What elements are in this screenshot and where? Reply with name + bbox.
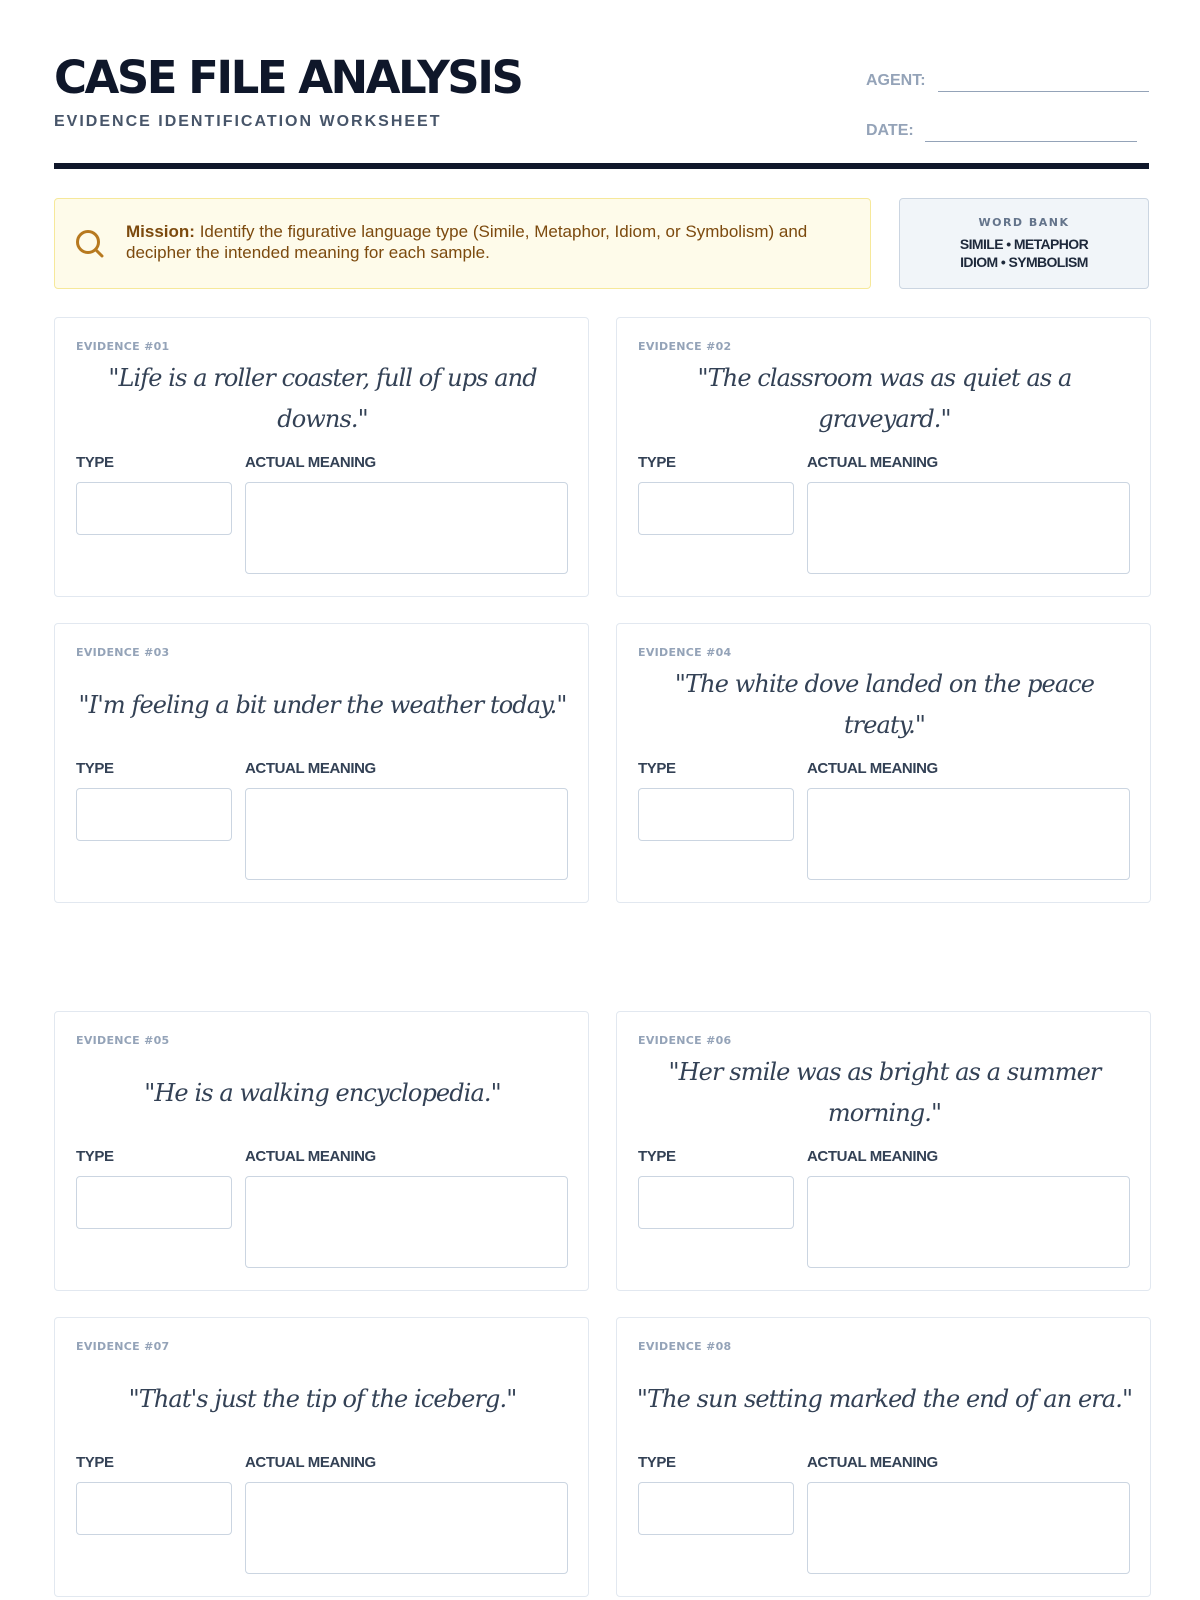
evidence-quote: "Her smile was as bright as a summer morning." (668, 1058, 1101, 1127)
evidence-label: EVIDENCE #06 (638, 1034, 732, 1047)
type-label: TYPE (76, 1148, 114, 1165)
evidence-label: EVIDENCE #07 (76, 1340, 170, 1353)
meaning-label: ACTUAL MEANING (807, 1454, 938, 1471)
type-answer-box[interactable] (638, 1176, 794, 1229)
meaning-label: ACTUAL MEANING (245, 454, 376, 471)
worksheet-subtitle: EVIDENCE IDENTIFICATION WORKSHEET (54, 113, 442, 130)
type-label: TYPE (638, 1148, 676, 1165)
evidence-label: EVIDENCE #08 (638, 1340, 732, 1353)
meaning-answer-box[interactable] (807, 482, 1130, 574)
mission-box (54, 198, 871, 289)
evidence-label: EVIDENCE #04 (638, 646, 732, 659)
evidence-quote: "The classroom was as quiet as a graveyard." (697, 364, 1072, 433)
worksheet-title: CASE FILE ANALYSIS (54, 51, 522, 104)
meaning-answer-box[interactable] (245, 482, 568, 574)
type-label: TYPE (638, 1454, 676, 1471)
evidence-quote: "That's just the tip of the iceberg." (128, 1384, 517, 1413)
meaning-label: ACTUAL MEANING (245, 1148, 376, 1165)
type-answer-box[interactable] (638, 1482, 794, 1535)
type-answer-box[interactable] (638, 482, 794, 535)
type-label: TYPE (76, 454, 114, 471)
word-bank (899, 198, 1149, 289)
meaning-answer-box[interactable] (245, 1176, 568, 1268)
type-label: TYPE (638, 454, 676, 471)
evidence-card (54, 1317, 589, 1597)
search-icon (73, 227, 107, 261)
meaning-answer-box[interactable] (245, 788, 568, 880)
date-label: DATE: (866, 122, 914, 139)
meaning-label: ACTUAL MEANING (807, 454, 938, 471)
type-answer-box[interactable] (76, 1482, 232, 1535)
evidence-label: EVIDENCE #03 (76, 646, 170, 659)
word-bank-line-1: SIMILE • METAPHOR (959, 236, 1089, 252)
meaning-label: ACTUAL MEANING (245, 1454, 376, 1471)
agent-label: AGENT: (866, 72, 926, 89)
evidence-card (54, 317, 589, 597)
evidence-quote: "I'm feeling a bit under the weather today." (78, 690, 567, 719)
word-bank-title: WORD BANK (978, 216, 1070, 229)
type-answer-box[interactable] (638, 788, 794, 841)
evidence-quote: "Life is a roller coaster, full of ups and downs." (108, 364, 537, 433)
meaning-label: ACTUAL MEANING (807, 760, 938, 777)
mission-body: Identify the figurative language type (Simile, Metaphor, Idiom, or Symbolism) and decipher the intended meaning for each sample. (126, 222, 808, 262)
header-rule (54, 163, 1149, 169)
evidence-card (616, 623, 1151, 903)
type-label: TYPE (76, 760, 114, 777)
evidence-label: EVIDENCE #02 (638, 340, 732, 353)
type-answer-box[interactable] (76, 1176, 232, 1229)
agent-field[interactable] (938, 91, 1149, 92)
mission-lead: Mission: (126, 222, 195, 241)
evidence-card (54, 1011, 589, 1291)
meaning-answer-box[interactable] (245, 1482, 568, 1574)
type-answer-box[interactable] (76, 788, 232, 841)
type-label: TYPE (638, 760, 676, 777)
type-answer-box[interactable] (76, 482, 232, 535)
evidence-card (616, 1011, 1151, 1291)
evidence-label: EVIDENCE #05 (76, 1034, 170, 1047)
evidence-quote: "He is a walking encyclopedia." (144, 1078, 501, 1107)
evidence-quote: "The white dove landed on the peace treaty." (674, 670, 1095, 739)
word-bank-line-2: IDIOM • SYMBOLISM (960, 254, 1088, 270)
mission-text (126, 221, 846, 263)
evidence-quote: "The sun setting marked the end of an era." (636, 1384, 1133, 1413)
meaning-label: ACTUAL MEANING (807, 1148, 938, 1165)
date-field[interactable] (925, 141, 1137, 142)
meaning-answer-box[interactable] (807, 1176, 1130, 1268)
meaning-answer-box[interactable] (807, 1482, 1130, 1574)
evidence-card (54, 623, 589, 903)
meaning-answer-box[interactable] (807, 788, 1130, 880)
evidence-label: EVIDENCE #01 (76, 340, 170, 353)
meaning-label: ACTUAL MEANING (245, 760, 376, 777)
evidence-card (616, 1317, 1151, 1597)
type-label: TYPE (76, 1454, 114, 1471)
evidence-card (616, 317, 1151, 597)
